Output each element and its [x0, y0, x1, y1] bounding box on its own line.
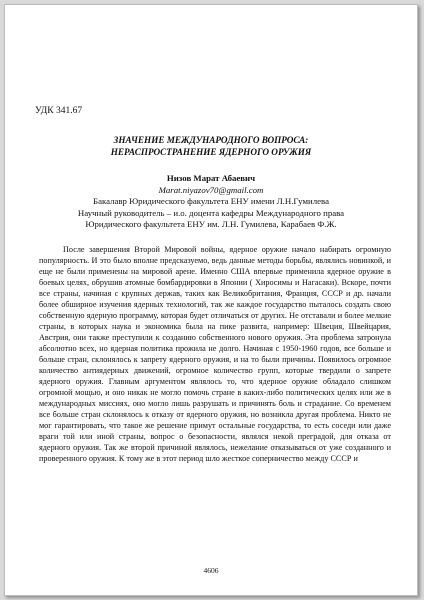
author-affiliation: Бакалавр Юридического факультета ЕНУ имени Л.Н.Гумилева	[93, 196, 329, 206]
supervisor-line-2: Юридического факультета ЕНУ им. Л.Н. Гумилева, Карабаев Ф.Ж.	[85, 219, 337, 229]
article-title	[35, 134, 387, 158]
document-page	[4, 4, 418, 596]
title-line-1: ЗНАЧЕНИЕ МЕЖДУНАРОДНОГО ВОПРОСА:	[113, 135, 309, 145]
title-line-2: НЕРАСПРОСТРАНЕНИЕ ЯДЕРНОГО ОРУЖИЯ	[110, 147, 312, 157]
author-email: Marat.niyazov70@gmail.com	[158, 184, 264, 195]
udk-code: УДК 341.67	[35, 106, 83, 116]
body-paragraph: После завершения Второй Мировой войны, ядерное оружие начало набирать огромную популярность. И это было вполне предсказуемо, ведь данные методы борьбы, являлись новинкой, и еще не были применены на мировой арене. Именно США впервые применила ядерное оружие в боевых целях, обрушив атомные бомбардировки в Японии ( Хиросимы и Нагасаки). Вскоре, почти все страны, начиная с крупных держав, таких как Великобритания, Франция, СССР и др. начали более обширное изучения ядерных технологий, так же каждое государство пыталось создать свою собственную ядерную программу, которая будет отличаться от других. Не отставали и более мелкие страны, в которых наука и экономика была на пике развита, например: Швеция, Швейцария, Австрия, они также преступили к созданию собственного нового оружия. Эта проблема затронула абсолютно всех, но ядерная политика прожила не долго. Начиная с 1950-1960 годов, все больше и больше стран, склонялось к запрету ядерного оружия, и на то были причины. Появилось огромное количество антиядерных движений, огромное количество групп, которые твердили о запрете ядерного оружия. Главным аргументом являлось то, что ядерное оружие обладало слишком огромной мощью, и оно никак не могло помочь стране в каких-либо политических целях или же в международных миссиях, оно могло лишь разрушать и причинять боль и страдание. Со временем все больше стран склонялось к отказу от ядерного оружия, но возникла другая проблема. Никто не мог гарантировать, что такое же решение примут остальные государства, то есть соседи или даже враги той или иной страны, вопрос о безопасности, являлся некой преградой, для отказа от ядерного оружия. Так же второй причиной являлось, нежелание отказываться от уже созданного и проверенного оружия. К тому же в этот период шло жесткое соперничество между СССР и	[39, 245, 391, 463]
supervisor-line-1: Научный руководитель – и.о. доцента кафедры Международного права	[77, 207, 345, 218]
page-number: 4606	[203, 566, 219, 575]
author-block	[35, 173, 387, 231]
author-name: Низов Марат Абаевич	[166, 173, 256, 183]
